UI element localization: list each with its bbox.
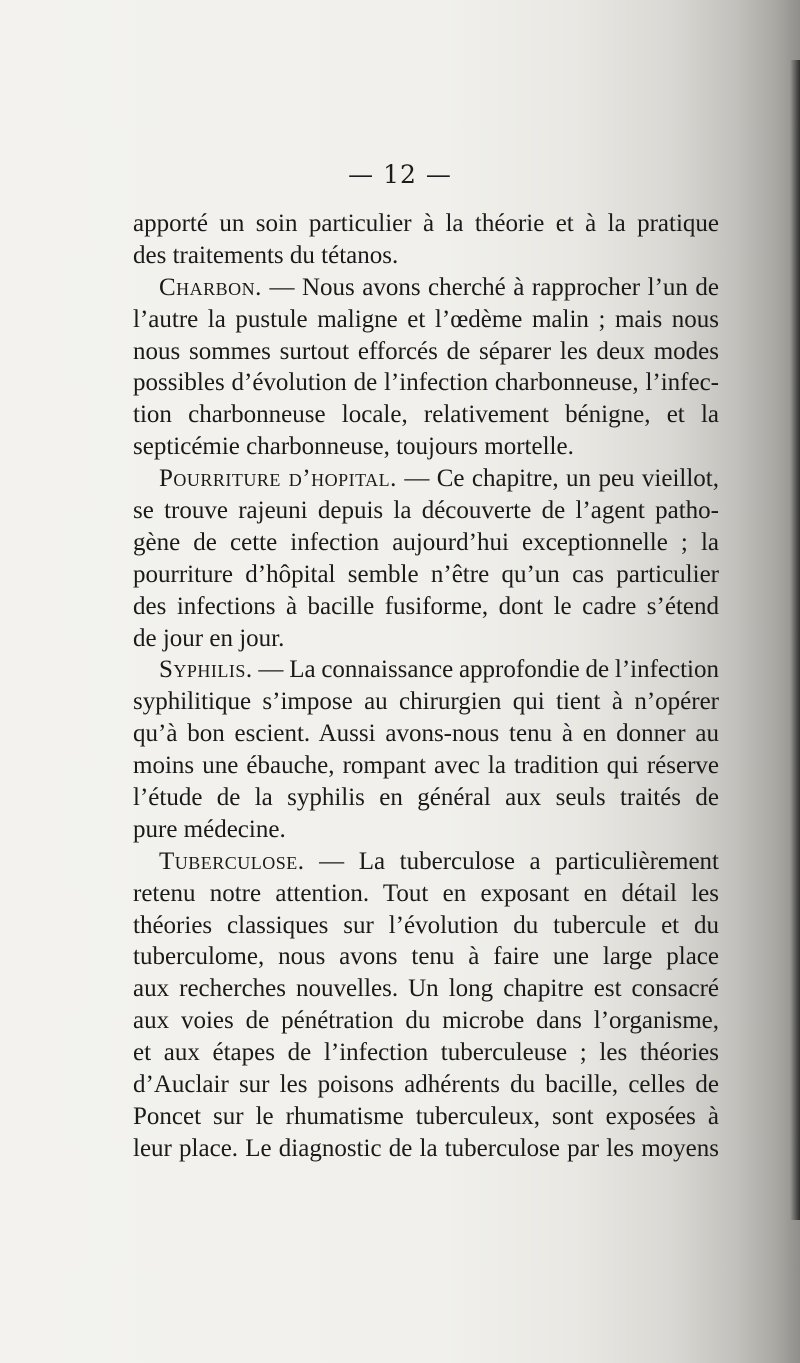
text-line: pourriture d’hôpital semble n’être qu’un cas particulier bbox=[133, 560, 719, 588]
text-line: qu’à bon escient. Aussi avons-nous tenu à en donner au bbox=[133, 720, 719, 748]
body-text bbox=[133, 208, 719, 1165]
text-line: leur place. Le diagnostic de la tuberculose par les moyens bbox=[133, 1134, 719, 1162]
text-line: Poncet sur le rhumatisme tuberculeux, sont exposées à bbox=[133, 1102, 719, 1130]
text-line: aux recherches nouvelles. Un long chapitre est consacré bbox=[133, 975, 719, 1003]
section-heading-syphilis: Syphilis. bbox=[159, 656, 253, 684]
text-line: l’étude de la syphilis en général aux seuls traités de bbox=[133, 784, 719, 812]
text-line: pure médecine. bbox=[133, 815, 286, 843]
text-line: et aux étapes de l’infection tuberculeuse ; les théories bbox=[133, 1039, 719, 1067]
text-line: des infections à bacille fusiforme, dont le cadre s’étend bbox=[133, 592, 719, 620]
text-line-rest: — La tuberculose a particulièrement bbox=[304, 847, 719, 875]
paragraph-tuberculose bbox=[133, 846, 719, 1165]
text-line bbox=[133, 463, 719, 495]
text-line-rest: — La connaissance approfondie de l’infection bbox=[252, 656, 719, 684]
paragraph-syphilis bbox=[133, 654, 719, 845]
paragraph-continuation bbox=[133, 208, 719, 272]
text-line: tuberculome, nous avons tenu à faire une large place bbox=[133, 943, 719, 971]
text-line bbox=[133, 846, 719, 878]
text-line: moins une ébauche, rompant avec la tradition qui réserve bbox=[133, 752, 719, 780]
text-line: possibles d’évolution de l’infection charbonneuse, l’infec- bbox=[133, 369, 719, 397]
text-line: se trouve rajeuni depuis la découverte de l’agent patho- bbox=[133, 497, 719, 525]
text-line-rest: — Nous avons cherché à rapprocher l’un de bbox=[261, 273, 719, 301]
paragraph-pourriture bbox=[133, 463, 719, 654]
text-line: l’autre la pustule maligne et l’œdème malin ; mais nous bbox=[133, 305, 719, 333]
text-line: de jour en jour. bbox=[133, 624, 285, 652]
paragraph-charbon bbox=[133, 272, 719, 463]
text-line: syphilitique s’impose au chirurgien qui tient à n’opérer bbox=[133, 688, 719, 716]
text-line: retenu notre attention. Tout en exposant en détail les bbox=[133, 879, 719, 907]
page-number: — 12 — bbox=[348, 160, 452, 189]
text-line: tion charbonneuse locale, relativement bénigne, et la bbox=[133, 401, 719, 429]
text-line: des traitements du tétanos. bbox=[133, 241, 399, 269]
text-line: apporté un soin particulier à la théorie et à la pratique bbox=[133, 210, 719, 237]
text-line: théories classiques sur l’évolution du tubercule et du bbox=[133, 911, 719, 939]
text-line: d’Auclair sur les poisons adhérents du bacille, celles de bbox=[133, 1071, 719, 1099]
page-spine-shadow bbox=[790, 60, 800, 1220]
text-line: septicémie charbonneuse, toujours mortelle. bbox=[133, 433, 574, 461]
text-line bbox=[133, 654, 719, 686]
section-heading-charbon: Charbon. bbox=[159, 273, 262, 301]
text-line-rest: — Ce chapitre, un peu vieillot, bbox=[396, 465, 720, 493]
text-line: aux voies de pénétration du microbe dans l’organisme, bbox=[133, 1007, 719, 1035]
text-line: nous sommes surtout efforcés de séparer les deux modes bbox=[133, 337, 719, 365]
section-heading-pourriture: Pourriture d’hopital. bbox=[159, 465, 397, 493]
text-line: gène de cette infection aujourd’hui exceptionnelle ; la bbox=[133, 528, 719, 556]
section-heading-tuberculose: Tuberculose. bbox=[159, 847, 305, 875]
text-line bbox=[133, 272, 719, 304]
